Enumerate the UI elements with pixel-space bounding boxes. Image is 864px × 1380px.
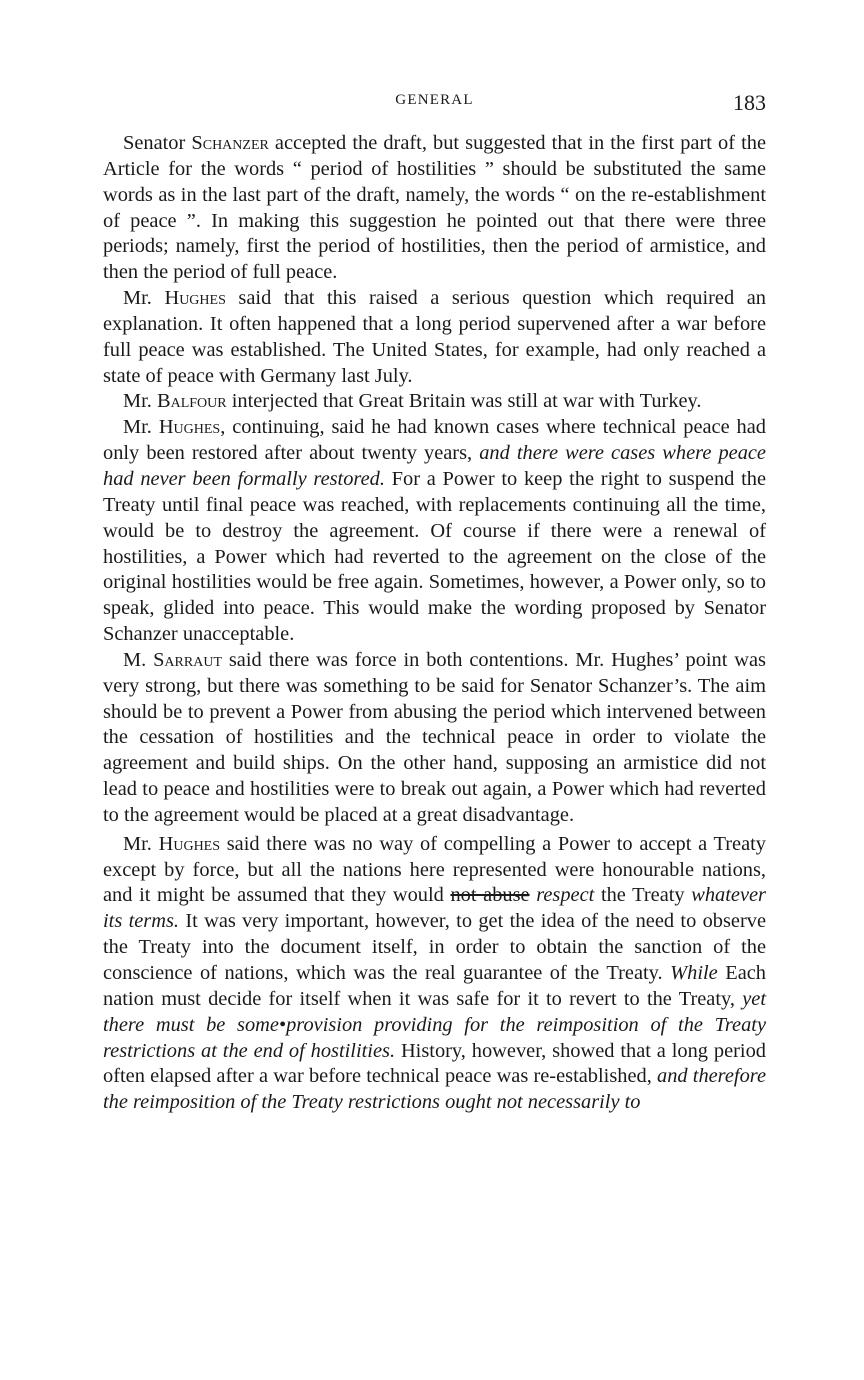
paragraph [103, 415, 766, 648]
handwritten-insertion: and therefore the reimposition of the Treaty restrictions ought not necessarily to [103, 1065, 767, 1114]
handwritten-insertion: respect [536, 884, 595, 907]
text-run: Each nation must decide for itself when it was safe for it to revert to the Treaty, [103, 962, 766, 1010]
struck-text: not abuse [450, 884, 530, 907]
text-run: Senator [123, 132, 192, 154]
speaker-name: Balfour [157, 390, 227, 413]
speaker-name: Hughes [164, 287, 226, 310]
paragraph [103, 286, 766, 389]
text-run: Mr. [123, 287, 165, 310]
text-run: M. [123, 648, 154, 671]
text-run: It was very important, however, to get the idea of the need to observe the Treaty into the document itself, in order to obtain the sanction of the conscience of nations, which was the real guarantee of the Treaty. [103, 910, 766, 984]
speaker-name: Sarraut [153, 648, 222, 671]
handwritten-insertion: whatever its terms. [103, 884, 766, 933]
text-run: Mr. [123, 390, 157, 413]
body-text [103, 131, 766, 1116]
running-head [103, 90, 766, 118]
handwritten-insertion: and there were cases where peace had never been formally restored. [103, 442, 766, 490]
handwritten-insertion: While [670, 962, 718, 984]
paragraph [103, 648, 766, 829]
paragraph [103, 389, 766, 415]
running-head-title: GENERAL [395, 92, 474, 108]
speaker-name: Schanzer [191, 132, 269, 154]
text-run: accepted the draft, but suggested that in the first part of the Article for the words “ period of hostilities ” should be substituted the same words as in the last part of the draft, namely, the words “ on the re-establishment of peace ”. In making this suggestion he pointed out that there were three periods; namely, first the period of hostilities, then the period of armistice, and then the period of full peace. [103, 132, 767, 284]
text-run: History, however, showed that a long period often elapsed after a war before technical peace was re-established, [103, 1039, 766, 1088]
paragraph [103, 131, 766, 286]
text-run: , continuing, said he had known cases where technical peace had only been restored after about twenty years, [103, 416, 767, 465]
text-run: said there was no way of compelling a Power to accept a Treaty except by force, but all the nations here represented were honourable nations, and it might be assumed that they would [103, 832, 766, 907]
text-run: Mr. [123, 832, 159, 855]
text-run: said there was force in both contentions. Mr. Hughes’ point was very strong, but there was something to be said for Senator Schanzer’s. The aim should be to prevent a Power from abusing the period which intervened between the cessation of hostilities and the technical peace in order to violate the agreement and build ships. On the other hand, supposing an armistice did not lead to peace and hostilities were to break out again, a Power which had reverted to the agreement would be placed at a great disadvantage. [103, 648, 766, 826]
speaker-name: Hughes [158, 416, 221, 439]
speaker-name: Hughes [158, 832, 221, 855]
text-run: For a Power to keep the right to suspend the Treaty until final peace was reached, with replacements continuing all the time, would be to destroy the agreement. Of course if there were a renewal of hostilities, a Power which had reverted to the agreement on the close of the original hostilities would be free again. Sometimes, however, a Power only, so to speak, glided into peace. This would make the wording proposed by Senator Schanzer unacceptable. [103, 467, 766, 646]
page-number: 183 [733, 90, 766, 115]
text-run: said that this raised a serious question which required an explanation. It often happened that a long period supervened after a war before full peace was established. The United States, for example, had only reached a state of peace with Germany last July. [103, 287, 766, 387]
paragraph [103, 832, 766, 1116]
text-run: interjected that Great Britain was still at war with Turkey. [226, 390, 702, 413]
text-run: the Treaty [594, 884, 692, 907]
text-run: Mr. [123, 416, 159, 439]
handwritten-insertion: yet there must be some•provision providing for the reimposition of the Treaty restrictions at the end of hostilities. [103, 987, 766, 1062]
